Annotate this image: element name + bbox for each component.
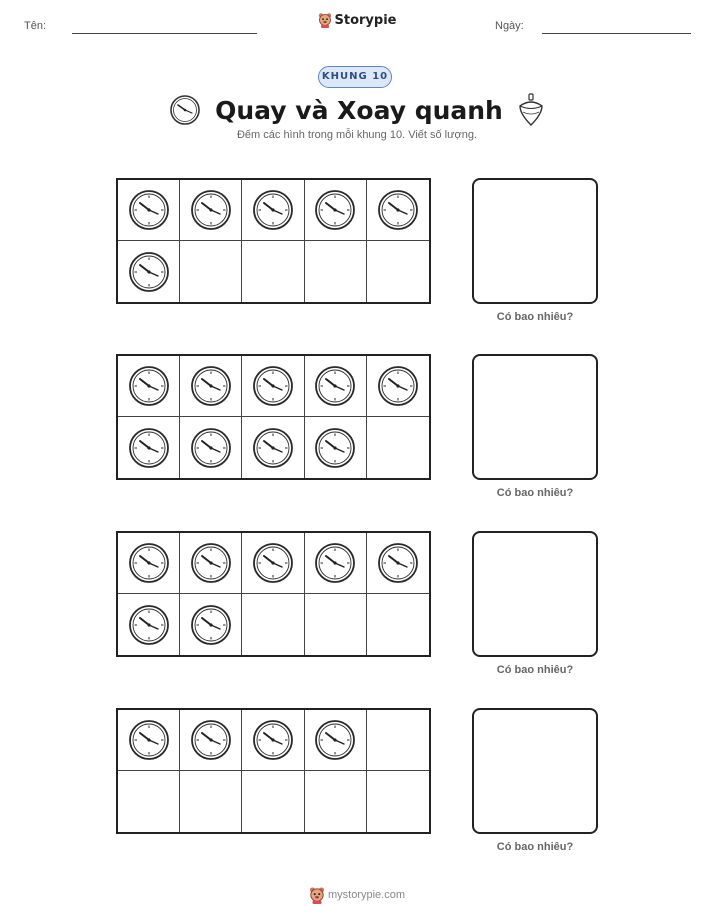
ten-frame-cell bbox=[367, 594, 429, 655]
ten-frame-cell bbox=[242, 533, 304, 594]
ten-frame-cell bbox=[180, 771, 242, 832]
mascot-icon bbox=[309, 886, 325, 904]
ten-frame-cell bbox=[180, 594, 242, 655]
clock-icon bbox=[252, 542, 294, 584]
clock-icon bbox=[128, 604, 170, 646]
clock-icon bbox=[128, 427, 170, 469]
ten-frame bbox=[116, 531, 431, 657]
ten-frame-cell bbox=[118, 710, 180, 771]
ten-frame-cell bbox=[118, 356, 180, 417]
ten-frame-cell bbox=[118, 180, 180, 241]
clock-icon bbox=[314, 542, 356, 584]
page-title: Quay và Xoay quanh bbox=[215, 95, 503, 125]
mascot-icon bbox=[318, 12, 332, 28]
clock-icon bbox=[128, 542, 170, 584]
ten-frame bbox=[116, 178, 431, 304]
ten-frame-cell bbox=[118, 771, 180, 832]
clock-icon bbox=[377, 189, 419, 231]
ten-frame-cell bbox=[180, 417, 242, 478]
clock-icon bbox=[252, 719, 294, 761]
ten-frame-cell bbox=[367, 356, 429, 417]
spinning-top-icon bbox=[517, 93, 545, 127]
clock-icon bbox=[252, 427, 294, 469]
ten-frame-cell bbox=[305, 533, 367, 594]
clock-icon bbox=[252, 189, 294, 231]
ten-frame-cell bbox=[242, 771, 304, 832]
answer-box[interactable] bbox=[472, 354, 598, 480]
clock-icon bbox=[314, 365, 356, 407]
clock-icon bbox=[128, 251, 170, 293]
answer-box[interactable] bbox=[472, 178, 598, 304]
ten-frame-cell bbox=[242, 594, 304, 655]
instructions: Đếm các hình trong mỗi khung 10. Viết số lượng. bbox=[236, 129, 477, 141]
ten-frame-cell bbox=[305, 710, 367, 771]
clock-icon bbox=[314, 719, 356, 761]
clock-icon bbox=[377, 542, 419, 584]
ten-frame bbox=[116, 354, 431, 480]
answer-label: Có bao nhiêu? bbox=[496, 487, 574, 499]
ten-frame-cell bbox=[367, 417, 429, 478]
ten-frame-cell bbox=[242, 180, 304, 241]
footer-website: mystorypie.com bbox=[327, 889, 406, 901]
clock-icon bbox=[190, 189, 232, 231]
ten-frame-cell bbox=[118, 533, 180, 594]
ten-frame-cell bbox=[305, 594, 367, 655]
clock-icon bbox=[128, 365, 170, 407]
ten-frame-cell bbox=[242, 241, 304, 302]
answer-box[interactable] bbox=[472, 708, 598, 834]
ten-frame-cell bbox=[242, 710, 304, 771]
ten-frame-cell bbox=[305, 241, 367, 302]
ten-frame-cell bbox=[367, 710, 429, 771]
ten-frame-cell bbox=[242, 356, 304, 417]
brand-name: Storypie bbox=[334, 12, 397, 28]
clock-icon bbox=[128, 719, 170, 761]
clock-icon bbox=[377, 365, 419, 407]
footer bbox=[0, 886, 714, 908]
clock-icon bbox=[252, 365, 294, 407]
ten-frame-cell bbox=[118, 594, 180, 655]
ten-frame-cell bbox=[180, 710, 242, 771]
ten-frame-cell bbox=[367, 533, 429, 594]
ten-frame-cell bbox=[305, 417, 367, 478]
clock-icon bbox=[190, 542, 232, 584]
ten-frame-cell bbox=[118, 417, 180, 478]
ten-frame-cell bbox=[367, 241, 429, 302]
name-label: Tên: bbox=[24, 20, 47, 32]
answer-label: Có bao nhiêu? bbox=[496, 841, 574, 853]
ten-frame-cell bbox=[305, 356, 367, 417]
section-badge: KHUNG 10 bbox=[318, 66, 392, 88]
brand-logo bbox=[0, 12, 714, 32]
clock-icon bbox=[314, 189, 356, 231]
ten-frame-cell bbox=[180, 533, 242, 594]
answer-box[interactable] bbox=[472, 531, 598, 657]
ten-frame-cell bbox=[367, 180, 429, 241]
clock-icon bbox=[190, 604, 232, 646]
date-label: Ngày: bbox=[495, 20, 524, 32]
answer-label: Có bao nhiêu? bbox=[496, 311, 574, 323]
ten-frame-cell bbox=[242, 417, 304, 478]
clock-icon bbox=[169, 94, 201, 126]
clock-icon bbox=[128, 189, 170, 231]
ten-frame-cell bbox=[180, 180, 242, 241]
ten-frame-cell bbox=[118, 241, 180, 302]
answer-label: Có bao nhiêu? bbox=[496, 664, 574, 676]
ten-frame-cell bbox=[305, 771, 367, 832]
ten-frame-cell bbox=[305, 180, 367, 241]
date-field[interactable] bbox=[542, 33, 691, 34]
ten-frame bbox=[116, 708, 431, 834]
name-field[interactable] bbox=[72, 33, 257, 34]
ten-frame-cell bbox=[367, 771, 429, 832]
ten-frame-cell bbox=[180, 241, 242, 302]
clock-icon bbox=[190, 719, 232, 761]
clock-icon bbox=[190, 365, 232, 407]
clock-icon bbox=[190, 427, 232, 469]
clock-icon bbox=[314, 427, 356, 469]
ten-frame-cell bbox=[180, 356, 242, 417]
